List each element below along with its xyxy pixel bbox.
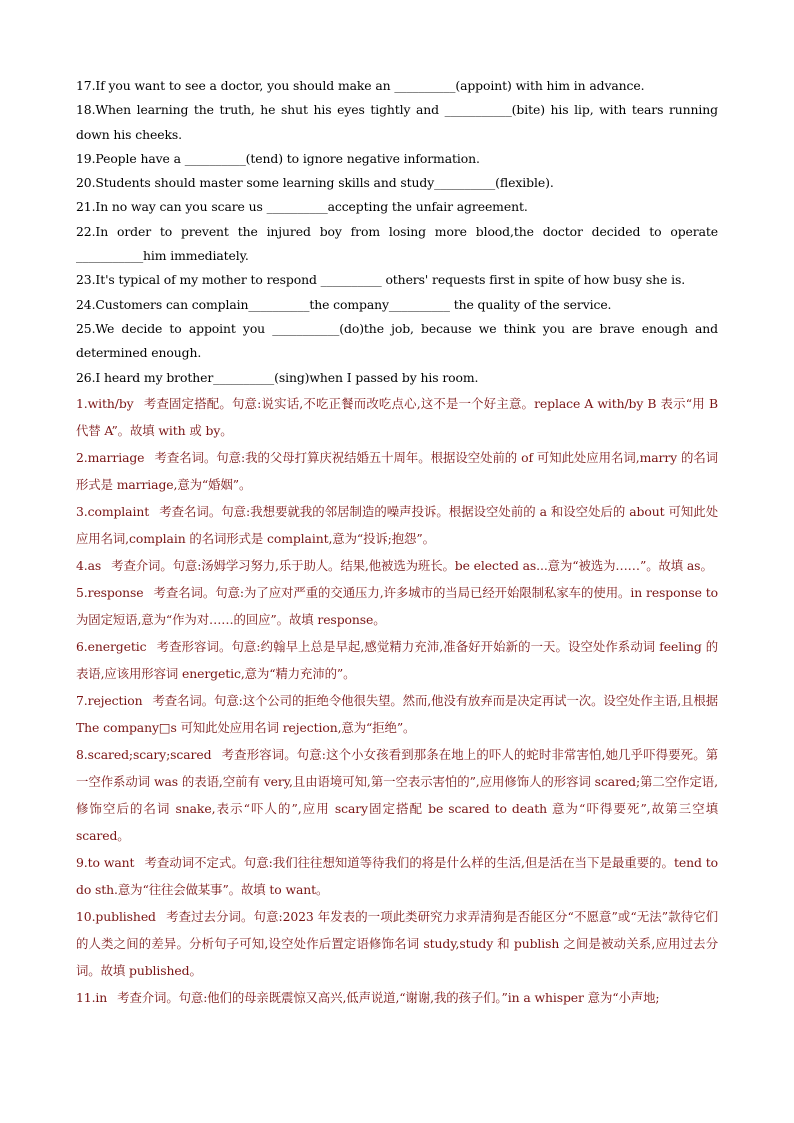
answer-number: 9.to want [76,854,135,870]
question-23: 23.It's typical of my mother to respond __________ others' requests first in spite of how busy she is. [76,272,686,288]
answer-number: 6.energetic [76,638,147,654]
answer-number: 1.with/by [76,395,134,411]
question-17: 17.If you want to see a doctor, you should make an __________(appoint) with him in advance. [76,78,645,93]
answer-3 [76,498,718,552]
answer-explanation: 考查名词。句意:为了应对严重的交通压力,许多城市的当局已经开始限制私家车的使用。in response to 为固定短语,意为“作为对……的回应”。故填 response。 [76,584,718,627]
question-24: 24.Customers can complain__________the company__________ the quality of the service. [76,296,612,312]
question-26: 26.I heard my brother__________(sing)when I passed by his room. [76,369,479,385]
answer-explanation: 考查固定搭配。句意:说实话,不吃正餐而改吃点心,这不是一个好主意。replace A with/by B 表示“用 B 代替 A”。故填 with 或 by。 [76,395,718,438]
answer-explanation: 考查介词。句意:汤姆学习努力,乐于助人。结果,他被选为班长。be elected as...意为“被选为……”。故填 as。 [111,557,713,573]
question-21: 21.In no way can you scare us __________accepting the unfair agreement. [76,199,528,215]
question-25: 25.We decide to appoint you ___________(do)the job, because we think you are brave enough and determined enough. [76,320,718,361]
answer-explanation: 考查形容词。句意:约翰早上总是早起,感觉精力充沛,准备好开始新的一天。设空处作系动词 feeling 的表语,应该用形容词 energetic,意为“精力充沛的”。 [76,638,718,681]
answer-number: 7.rejection [76,692,143,708]
question-20: 20.Students should master some learning skills and study__________(flexible). [76,175,554,191]
answer-number: 2.marriage [76,449,145,465]
answer-explanation: 考查动词不定式。句意:我们往往想知道等待我们的将是什么样的生活,但是活在当下是最重要的。tend to do sth.意为“往往会做某事”。故填 to want。 [76,854,718,897]
answer-9 [76,849,718,903]
answer-7 [76,687,718,741]
answer-1 [76,390,718,444]
answer-number: 5.response [76,584,144,600]
answer-4 [76,552,718,579]
questions-section [76,74,718,390]
worksheet-page [76,74,718,1011]
question-18: 18.When learning the truth, he shut his eyes tightly and ___________(bite) his lip, with tears running down his cheeks. [76,102,718,142]
answer-2 [76,444,718,498]
answer-5 [76,579,718,633]
question-22: 22.In order to prevent the injured boy from losing more blood,the doctor decided to operate ___________him immediately. [76,223,718,264]
answer-number: 8.scared;scary;scared [76,746,212,762]
answer-11 [76,984,718,1011]
answer-number: 4.as [76,557,102,573]
answer-number: 3.complaint [76,503,150,519]
answer-explanation: 考查名词。句意:我想要就我的邻居制造的噪声投诉。根据设空处前的 a 和设空处后的 about 可知此处应用名词,complain 的名词形式是 complaint,意为“投诉;抱怨”。 [76,503,718,546]
answer-explanation: 考查介词。句意:他们的母亲既震惊又高兴,低声说道,“谢谢,我的孩子们。”in a whisper 意为“小声地; [117,989,660,1005]
answer-explanation: 考查名词。句意:我的父母打算庆祝结婚五十周年。根据设空处前的 of 可知此处应用名词,marry 的名词形式是 marriage,意为“婚姻”。 [76,449,718,492]
question-19: 19.People have a __________(tend) to ignore negative information. [76,150,480,166]
answer-number: 10.published [76,908,156,924]
answer-6 [76,633,718,687]
answer-10 [76,903,718,984]
answer-explanation: 考查过去分词。句意:2023 年发表的一项此类研究力求弄清狗是否能区分“不愿意”或“无法”款待它们的人类之间的差异。分析句子可知,设空处作后置定语修饰名词 study,study 和 publish 之间是被动关系,应用过去分词。故填 published。 [76,908,718,978]
answer-8 [76,741,718,849]
answer-explanation: 考查形容词。句意:这个小女孩看到那条在地上的吓人的蛇时非常害怕,她几乎吓得要死。第一空作系动词 was 的表语,空前有 very,且由语境可知,第一空表示害怕的”,应用修饰人的形容词 scared;第二空作定语,修饰空后的名词 snake,表示“吓人的”,应用 scary固定搭配 be scared to death 意为“吓得要死”,故第三空填 scared。 [76,746,718,843]
answers-section [76,390,718,1011]
answer-explanation: 考查名词。句意:这个公司的拒绝令他很失望。然而,他没有放弃而是决定再试一次。设空处作主语,且根据 The company□s 可知此处应用名词 rejection,意为“拒绝”。 [76,692,718,735]
answer-number: 11.in [76,989,108,1005]
